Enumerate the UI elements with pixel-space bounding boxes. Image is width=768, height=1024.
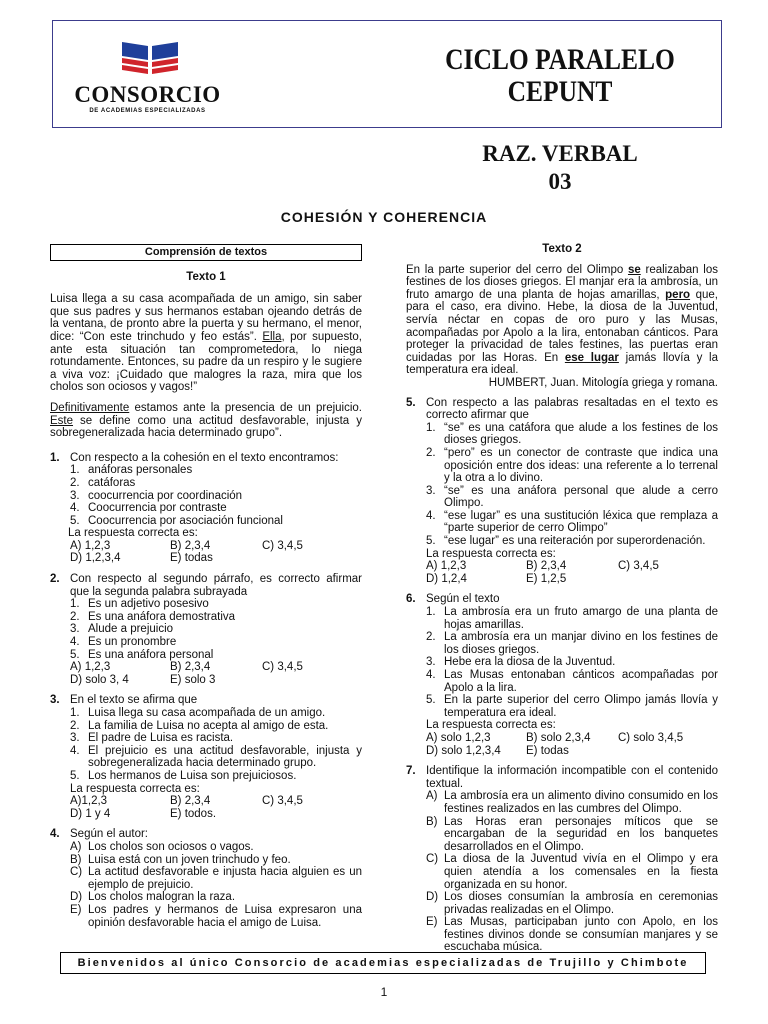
option-item <box>426 422 718 447</box>
option-list <box>426 422 718 548</box>
answer-prompt: La respuesta correcta es: <box>426 547 556 560</box>
answer-c: C) 3,4,5 <box>618 560 659 573</box>
answer-choices <box>70 795 362 820</box>
option-label: 2. <box>426 631 436 644</box>
option-label: 4. <box>426 669 436 681</box>
underlined-ella: Ella <box>262 330 282 343</box>
answer-c: C) 3,4,5 <box>262 795 303 808</box>
logo-wordmark: CONSORCIO <box>74 82 221 107</box>
option-text: Los cholos son ociosos o vagos. <box>88 840 254 853</box>
option-text: Coocurrencia por asociación funcional <box>88 514 283 527</box>
option-text: Es un pronombre <box>88 636 177 649</box>
option-item <box>70 720 362 733</box>
answer-prompt: La respuesta correcta es: <box>68 527 198 540</box>
option-item <box>70 745 362 770</box>
option-label: 4. <box>70 636 80 649</box>
option-label: 1. <box>426 606 436 619</box>
option-text: Las Musas, participaban junto con Apolo, en los festines divinos donde se consumían manjares y se escuchaba música. <box>444 916 718 954</box>
option-item <box>426 535 718 548</box>
option-label: 4. <box>70 502 80 515</box>
question-7 <box>406 765 718 954</box>
question-text: En el texto se afirma que <box>70 694 198 707</box>
subject-name: RAZ. VERBAL <box>482 141 638 166</box>
option-label: B) <box>70 853 82 866</box>
question-text: Con respecto al segundo párrafo, es correcto afirmar que la segunda palabra subrayada <box>70 573 362 598</box>
cycle-title-line1: CICLO PARALELO <box>445 43 675 76</box>
text1-title: Texto 1 <box>186 270 226 283</box>
answer-b: B) 2,3,4 <box>170 795 211 808</box>
answer-choices <box>426 560 718 585</box>
question-text: Con respecto a las palabras resaltadas en el texto es correcto afirmar que <box>426 396 718 422</box>
option-label: 4. <box>426 509 436 522</box>
text2-part-d: jamás llovía y la temperatura era ideal. <box>406 351 718 377</box>
text1-p2-part-a: estamos ante la presencia de un prejuicio. <box>129 401 362 414</box>
question-number: 5. <box>406 396 416 409</box>
option-list <box>426 606 718 719</box>
option-item <box>70 841 362 854</box>
answer-e: E) 1,2,5 <box>526 572 567 585</box>
option-label: A) <box>70 840 82 853</box>
question-1 <box>50 452 362 565</box>
option-text: “ese lugar” es una reiteración por superordenación. <box>444 535 706 548</box>
option-label: 2. <box>70 719 80 732</box>
option-text: anáforas personales <box>88 464 193 477</box>
question-3 <box>50 694 362 820</box>
option-item <box>70 598 362 611</box>
text1-paragraph-1 <box>50 293 362 394</box>
option-label: 3. <box>426 656 436 669</box>
option-item <box>70 502 362 515</box>
option-item <box>70 477 362 490</box>
option-text: Los dioses consumían la ambrosía en ceremonias privadas realizadas en el Olimpo. <box>444 891 718 916</box>
option-text: Los padres y hermanos de Luisa expresaron una opinión desfavorable hacia el amigo de Luisa. <box>88 903 362 929</box>
option-item <box>70 770 362 783</box>
option-item <box>70 490 362 503</box>
option-text: La familia de Luisa no acepta al amigo de esta. <box>88 719 329 732</box>
option-item <box>426 656 718 669</box>
answer-d: D) solo 3, 4 <box>70 673 129 686</box>
option-list <box>426 790 718 954</box>
highlighted-pero: pero <box>665 288 691 301</box>
option-item <box>70 464 362 477</box>
option-item <box>70 649 362 662</box>
answer-c: C) solo 3,4,5 <box>618 731 684 744</box>
option-text: Luisa llega su casa acompañada de un amigo. <box>88 707 326 719</box>
answer-b: B) 2,3,4 <box>170 539 211 552</box>
question-number: 4. <box>50 828 60 841</box>
answer-a: A) 1,2,3 <box>70 661 111 674</box>
option-text: catáforas <box>88 476 136 489</box>
option-label: 3. <box>426 484 436 497</box>
option-text: La ambrosía era un alimento divino consumido en los festines realizados en las cumbres del Olimpo. <box>444 790 718 815</box>
question-text: Con respecto a la cohesión en el texto encontramos: <box>70 451 339 464</box>
question-number: 1. <box>50 451 60 464</box>
option-item <box>70 707 362 720</box>
question-2 <box>50 573 362 686</box>
option-item <box>70 891 362 904</box>
option-item <box>70 623 362 636</box>
answer-choices <box>70 540 362 565</box>
option-item <box>426 510 718 535</box>
left-column <box>50 244 362 937</box>
right-column <box>406 243 718 962</box>
option-label: C) <box>70 866 83 879</box>
option-text: La ambrosía era un fruto amargo de una planta de hojas amarillas. <box>444 606 718 631</box>
answer-e: E) solo 3 <box>170 673 216 686</box>
option-list <box>70 841 362 929</box>
answer-a: A) solo 1,2,3 <box>426 731 491 744</box>
option-label: 3. <box>70 623 80 636</box>
option-label: D) <box>426 891 439 904</box>
question-number: 2. <box>50 573 60 586</box>
option-text: “se” es una catáfora que alude a los festines de los dioses griegos. <box>444 421 718 447</box>
answer-choices <box>426 732 718 757</box>
logo-subtitle: DE ACADEMIAS ESPECIALIZADAS <box>89 108 206 114</box>
option-text: En la parte superior del cerro Olimpo jamás llovía y temperatura era ideal. <box>444 694 718 719</box>
topic-title: COHESIÓN Y COHERENCIA <box>280 209 488 225</box>
text1-paragraph-2 <box>50 402 362 440</box>
answer-prompt: La respuesta correcta es: <box>70 782 200 795</box>
option-text: El prejuicio es una actitud desfavorable, injusta y sobregeneralizada hacia determinado grupo. <box>88 744 362 770</box>
answer-b: B) 2,3,4 <box>170 661 211 674</box>
option-list <box>70 464 362 527</box>
answer-a: A)1,2,3 <box>70 795 108 808</box>
option-label: 4. <box>70 744 80 757</box>
text2-part-b: realizaban los festines de los dioses griegos. El manjar era la ambrosía, un fruto amargo de una planta de hojas amarillas, <box>406 263 718 301</box>
answer-d: D) 1 y 4 <box>70 807 111 820</box>
answer-choices <box>70 661 362 686</box>
option-label: 2. <box>426 446 436 459</box>
text2-source: HUMBERT, Juan. Mitología griega y romana. <box>488 376 718 389</box>
answer-c: C) 3,4,5 <box>262 661 303 674</box>
option-label: A) <box>426 790 438 803</box>
option-text: “se” es una anáfora personal que alude a cerro Olimpo. <box>444 484 718 510</box>
option-text: “ese lugar” es una sustitución léxica que remplaza a “parte superior de cerro Olimpo” <box>444 509 718 535</box>
option-text: Luisa está con un joven trinchudo y feo. <box>88 853 291 866</box>
option-label: 5. <box>426 694 436 707</box>
option-text: Alude a prejuicio <box>88 623 174 636</box>
page-number: 1 <box>380 985 388 999</box>
section-heading: Comprensión de textos <box>50 244 362 261</box>
answer-prompt: La respuesta correcta es: <box>426 719 556 732</box>
option-text: Los cholos malogran la raza. <box>88 891 236 904</box>
subject-number: 03 <box>548 169 572 194</box>
option-label: 3. <box>70 732 80 745</box>
option-label: 2. <box>70 610 80 623</box>
option-item <box>70 636 362 649</box>
logo-book-shape <box>122 42 178 74</box>
option-item <box>70 515 362 528</box>
text1-p1-part-a: Luisa llega a su casa acompañada de un amigo, sin saber que sus padres y sus hermanos estaban ojeando detrás de la ventana, de pronto abre la puerta y su hermano, el menor, dice: “Con este trinchudo y feo estás”. <box>50 293 362 343</box>
text2-title: Texto 2 <box>542 243 582 255</box>
option-item <box>426 694 718 719</box>
option-text: Hebe era la diosa de la Juventud. <box>444 656 616 669</box>
footer-banner: Bienvenidos al único Consorcio de academias especializadas de Trujillo y Chimbote <box>60 952 706 974</box>
option-label: 1. <box>70 598 80 611</box>
text2-part-a: En la parte superior del cerro del Olimpo <box>406 263 628 276</box>
cycle-title-line2: CEPUNT <box>507 75 613 108</box>
option-text: Las Musas entonaban cánticos acompañadas por Apolo a la lira. <box>444 669 718 694</box>
question-4 <box>50 828 362 929</box>
text2-paragraph <box>406 264 718 377</box>
option-item <box>70 904 362 929</box>
highlighted-ese-lugar: ese lugar <box>564 351 619 364</box>
option-label: 1. <box>426 421 436 434</box>
answer-e: E) todos. <box>170 807 217 820</box>
option-item <box>70 732 362 745</box>
question-number: 7. <box>406 765 416 778</box>
answer-a: A) 1,2,3 <box>70 539 111 552</box>
option-label: 1. <box>70 707 80 719</box>
answer-e: E) todas <box>526 744 569 757</box>
option-text: Los hermanos de Luisa son prejuiciosos. <box>88 769 297 782</box>
question-text: Según el texto <box>426 593 500 606</box>
question-number: 3. <box>50 694 60 707</box>
option-label: E) <box>70 903 82 916</box>
option-text: coocurrencia por coordinación <box>88 489 243 502</box>
highlighted-se: se <box>627 263 641 276</box>
answer-b: B) 2,3,4 <box>526 560 567 573</box>
text2-part-c: que, para el caso, era divino. Hebe, la diosa de la Juventud, servía néctar en copas de oro puro y las Musas, acompañadas por Apolo a la lira, entonaban cánticos. Para proteger la privacidad de tales festines, las puertas eran cuidadas por las Horas. En <box>406 288 719 364</box>
option-text: “pero” es un conector de contraste que indica una oposición entre dos ideas: una referente a lo terrenal y la otra a lo divino. <box>444 446 718 485</box>
option-item <box>426 447 718 485</box>
question-text: Identifique la información incompatible con el contenido textual. <box>426 765 718 790</box>
option-text: Coocurrencia por contraste <box>88 502 227 515</box>
option-item <box>70 854 362 867</box>
subject-title <box>440 140 680 196</box>
option-label: 3. <box>70 489 80 502</box>
option-item <box>426 631 718 656</box>
option-item <box>70 611 362 624</box>
question-6 <box>406 593 718 757</box>
answer-d: D) 1,2,3,4 <box>70 552 121 565</box>
question-text: Según el autor: <box>70 828 149 841</box>
answer-d: D) 1,2,4 <box>426 572 467 585</box>
question-5 <box>406 397 718 586</box>
answer-d: D) solo 1,2,3,4 <box>426 744 501 757</box>
option-item <box>426 485 718 510</box>
option-text: La ambrosía era un manjar divino en los festines de los dioses griegos. <box>444 631 718 656</box>
option-item <box>70 866 362 891</box>
text1-p2-part-b: se define como una actitud desfavorable, injusta y sobregeneralizada hacia determinado grupo”. <box>50 414 362 440</box>
option-text: Es una anáfora demostrativa <box>88 610 236 623</box>
option-label: B) <box>426 815 438 828</box>
option-item <box>426 669 718 694</box>
option-label: 5. <box>70 648 80 661</box>
option-item <box>426 891 718 916</box>
underlined-definitivamente: Definitivamente <box>50 401 130 414</box>
option-label: 5. <box>70 769 80 782</box>
option-label: D) <box>70 891 83 904</box>
answer-e: E) todas <box>170 552 213 565</box>
option-label: 5. <box>70 514 80 527</box>
cycle-title <box>424 44 696 108</box>
option-item <box>426 606 718 631</box>
option-text: El padre de Luisa es racista. <box>88 732 234 745</box>
option-list <box>70 707 362 783</box>
option-label: 5. <box>426 535 436 548</box>
option-item <box>426 790 718 815</box>
option-label: 2. <box>70 476 80 489</box>
answer-a: A) 1,2,3 <box>426 560 467 573</box>
option-item <box>426 916 718 954</box>
option-text: Es una anáfora personal <box>88 648 214 661</box>
option-text: Es un adjetivo posesivo <box>88 598 209 611</box>
option-label: E) <box>426 916 438 929</box>
option-item <box>426 853 718 891</box>
option-label: C) <box>426 853 439 866</box>
answer-b: B) solo 2,3,4 <box>526 731 591 744</box>
underlined-este: Este <box>50 414 74 427</box>
option-text: Las Horas eran personajes míticos que se encargaban de la seguridad en los banquetes desarrollados en el Olimpo. <box>444 815 718 853</box>
question-number: 6. <box>406 593 416 606</box>
answer-c: C) 3,4,5 <box>262 539 303 552</box>
option-text: La diosa de la Juventud vivía en el Olimpo y era quien atendía a los comensales en la fiesta organizada en su honor. <box>444 853 718 891</box>
option-text: La actitud desfavorable e injusta hacia alguien es un ejemplo de prejuicio. <box>88 866 362 891</box>
text1-p1-part-b: , por supuesto, ante esta situación tan comprometedora, lo niega rotundamente. Entonces, su padre da un respiro y le sugiere a viva voz: ¡Cuidado que malogres la raza, mira que los cholos son ociosos y vagos!” <box>50 330 362 394</box>
option-label: 1. <box>70 464 80 477</box>
option-item <box>426 816 718 854</box>
option-list <box>70 598 362 661</box>
